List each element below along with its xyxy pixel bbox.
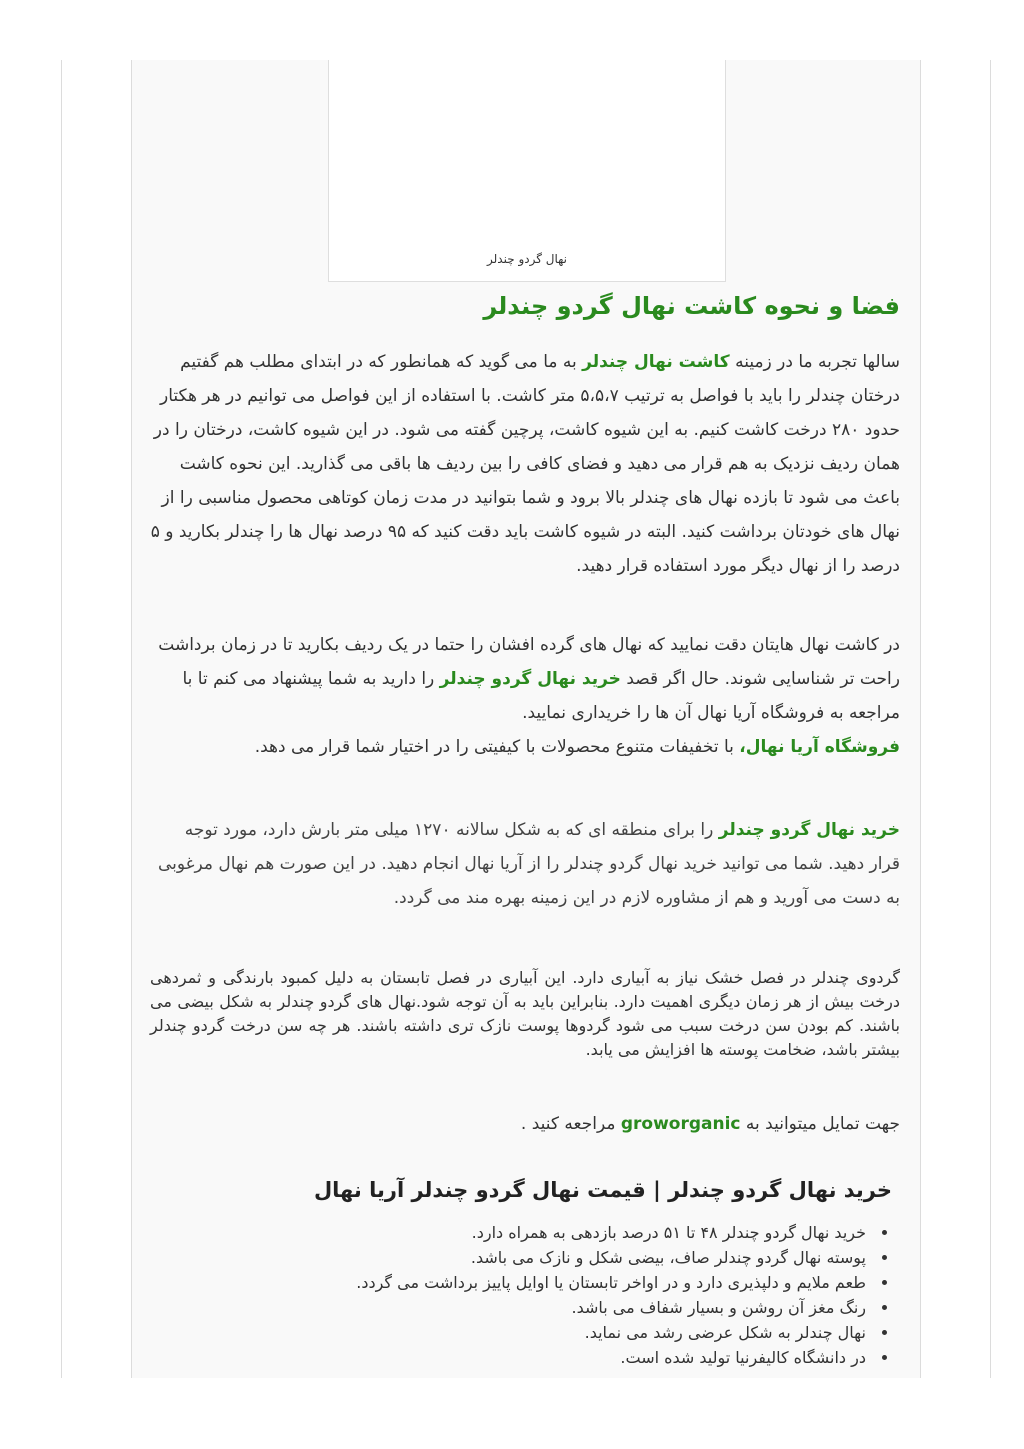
- list-item: • در دانشگاه کالیفرنیا تولید شده است.: [130, 1345, 870, 1370]
- list-item: • رنگ مغز آن روشن و بسیار شفاف می باشد.: [130, 1295, 870, 1320]
- figure-caption: نهال گردو چندلر: [487, 252, 567, 266]
- link-buy-chandler-seedling[interactable]: خرید نهال گردو چندلر: [439, 669, 621, 689]
- paragraph-text: در کاشت نهال هایتان دقت نمایید که نهال های گرده افشان را حتما در یک ردیف بکارید تا در زمان برداشت راحت تر شناسایی شوند. حال اگر قصد: [158, 635, 900, 689]
- paragraph-planting-spacing: [150, 345, 900, 583]
- article-figure: [328, 60, 726, 282]
- link-chandler-planting[interactable]: کاشت نهال چندلر: [582, 352, 730, 372]
- paragraph-text: جهت تمایل میتوانید به: [740, 1114, 900, 1134]
- list-item: • پوسته نهال گردو چندلر صاف، بیضی شکل و نازک می باشد.: [130, 1245, 870, 1270]
- paragraph-text: به ما می گوید که همانطور که در ابتدای مطلب هم گفتیم درختان چندلر را باید با فواصل به ترتیب ۵،۵،۷ متر کاشت. با استفاده از این فواصل می توانیم در هر هکتار حدود ۲۸۰ درخت کاشت کنیم. به این شیوه کاشت، پرچین گفته می شود. در این شیوه کاشت، درختان را در همان ردیف نزدیک به هم قرار می دهید و فضای کافی را بین ردیف ها باقی می گذارید. این نحوه کاشت باعث می شود تا بازده نهال های چندلر بالا برود و شما بتوانید در مدت زمان کوتاهی محصول مناسبی را از نهال های خودتان برداشت کنید. البته در شیوه کاشت باید دقت کنید که ۹۵ درصد نهال ها را چندلر بکارید و ۵ درصد را از نهال دیگر مورد استفاده قرار دهید.: [150, 352, 900, 576]
- paragraph-text: را برای منطقه ای که به شکل سالانه ۱۲۷۰ میلی متر بارش دارد، مورد توجه قرار دهید. شما می توانید خرید نهال گردو چندلر را از آریا نهال انجام دهید. در این صورت هم نهال مرغوبی به دست می آورید و هم از مشاوره لازم در این زمینه بهره مند می گردد.: [157, 820, 900, 908]
- link-groworganic[interactable]: groworganic: [620, 1114, 741, 1134]
- article-content: [131, 60, 921, 1378]
- list-item: • طعم ملایم و دلپذیری دارد و در اواخر تابستان یا اوایل پاییز برداشت می گردد.: [130, 1270, 870, 1295]
- paragraph-text: را دارید به شما پیشنهاد می کنم تا با مراجعه به فروشگاه آریا نهال آن ها را خریداری نمایید.: [182, 669, 900, 723]
- link-arya-nahal-store[interactable]: فروشگاه آریا نهال،: [739, 737, 900, 757]
- paragraph-text: با تخفیفات متنوع محصولات با کیفیتی را در اختیار شما قرار می دهد.: [254, 737, 740, 757]
- section-heading-planting: فضا و نحوه کاشت نهال گردو چندلر: [483, 292, 900, 320]
- paragraph-text: مراجعه کنید .: [520, 1114, 621, 1134]
- paragraph-reference: [150, 1110, 900, 1138]
- paragraph-pollinators: [150, 628, 900, 764]
- paragraph-irrigation: گردوی چندلر در فصل خشک نیاز به آبیاری دارد. این آبیاری در فصل تابستان به دلیل کمبود بارندگی و ثمردهی درخت بیش از هر زمان دیگری اهمیت دارد. بنابراین باید به آن توجه شود.نهال های گردو چندلر به شکل بیضی می باشند. کم بودن سن درخت سبب می شود گردوها پوست نازک تری داشته باشند. هر چه سن درخت گردو چندلر بیشتر باشد، ضخامت پوسته ها افزایش می یابد.: [150, 968, 900, 1059]
- list-item: • نهال چندلر به شکل عرضی رشد می نماید.: [130, 1320, 870, 1345]
- features-list: [130, 1220, 900, 1370]
- link-buy-chandler-seedling-2[interactable]: خرید نهال گردو چندلر: [718, 820, 900, 840]
- paragraph-rainfall: [150, 813, 900, 915]
- list-item: • خرید نهال گردو چندلر ۴۸ تا ۵۱ درصد بازدهی به همراه دارد.: [130, 1220, 870, 1245]
- section-heading-buy-price: خرید نهال گردو چندلر | قیمت نهال گردو چندلر آریا نهال: [313, 1178, 892, 1202]
- paragraph-text: سالها تجربه ما در زمینه: [729, 352, 900, 372]
